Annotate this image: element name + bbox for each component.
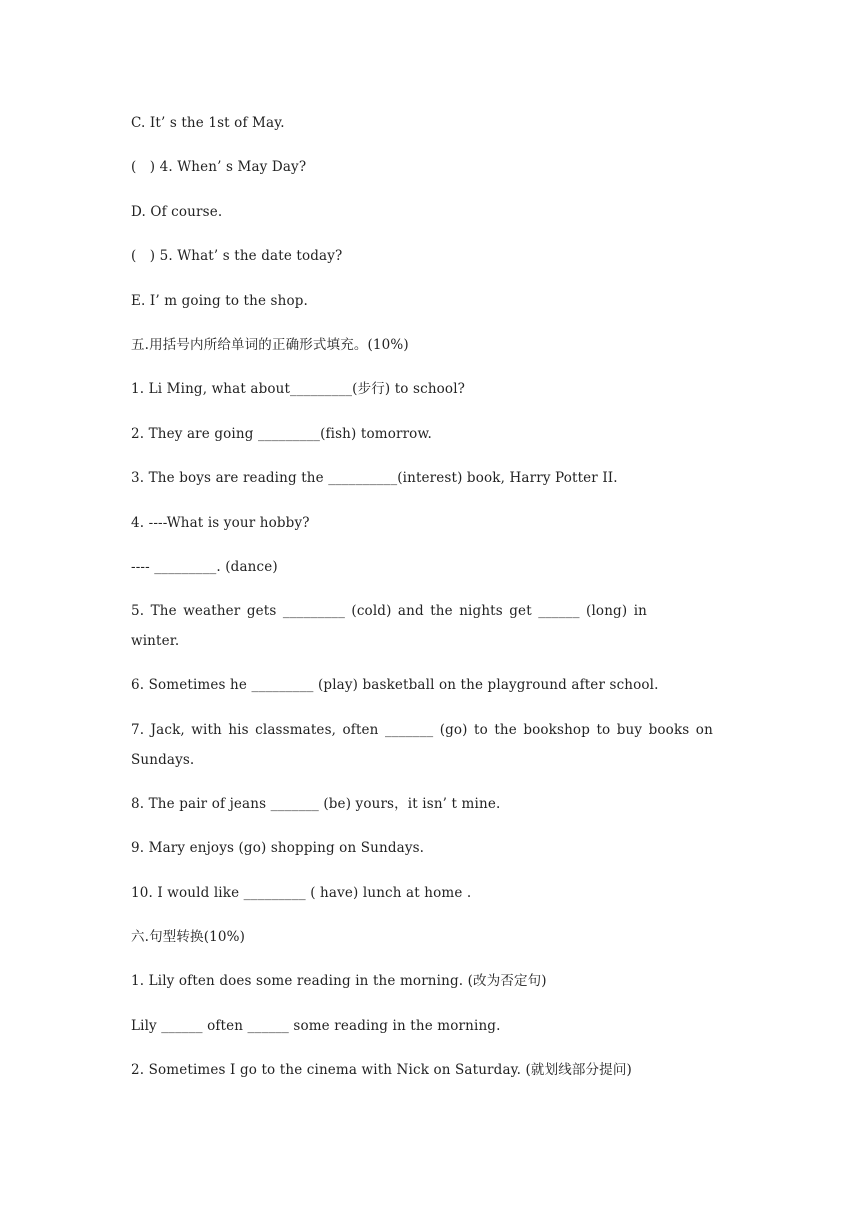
s5-item-7: 7. Jack, with his classmates, often _______ (go) to the bookshop to buy books on Sundays. <box>131 722 720 768</box>
s5-item-4-answer: ---- _________. (dance) <box>131 559 278 575</box>
s6-item-1: 1. Lily often does some reading in the morning. (改为否定句) <box>131 973 547 989</box>
s6-item-2: 2. Sometimes I go to the cinema with Nick on Saturday. (就划线部分提问) <box>131 1062 632 1078</box>
question-4: ( ) 4. When’ s May Day? <box>131 159 307 175</box>
section-5-title: 五.用括号内所给单词的正确形式填充。(10%) <box>131 337 409 353</box>
section-6-title: 六.句型转换(10%) <box>131 929 245 945</box>
s5-item-5: 5. The weather gets _________ (cold) and the nights get ______ (long) in winter. <box>131 603 654 649</box>
s5-item-10: 10. I would like _________ ( have) lunch at home . <box>131 885 472 901</box>
s5-item-6: 6. Sometimes he _________ (play) basketball on the playground after school. <box>131 677 659 693</box>
s5-item-2: 2. They are going _________(fish) tomorrow. <box>131 426 432 442</box>
s5-item-9: 9. Mary enjoys (go) shopping on Sundays. <box>131 840 425 856</box>
s6-item-1-answer: Lily ______ often ______ some reading in the morning. <box>131 1018 501 1034</box>
question-5: ( ) 5. What’ s the date today? <box>131 248 343 264</box>
option-c: C. It’ s the 1st of May. <box>131 115 285 131</box>
s5-item-3: 3. The boys are reading the __________(interest) book, Harry Potter II. <box>131 470 618 486</box>
s5-item-1: 1. Li Ming, what about_________(步行) to school? <box>131 381 466 397</box>
s5-item-4-question: 4. ----What is your hobby? <box>131 515 310 531</box>
option-e: E. I’ m going to the shop. <box>131 293 308 309</box>
s5-item-8: 8. The pair of jeans _______ (be) yours，it isn’ t mine. <box>131 796 501 812</box>
option-d: D. Of course. <box>131 204 223 220</box>
